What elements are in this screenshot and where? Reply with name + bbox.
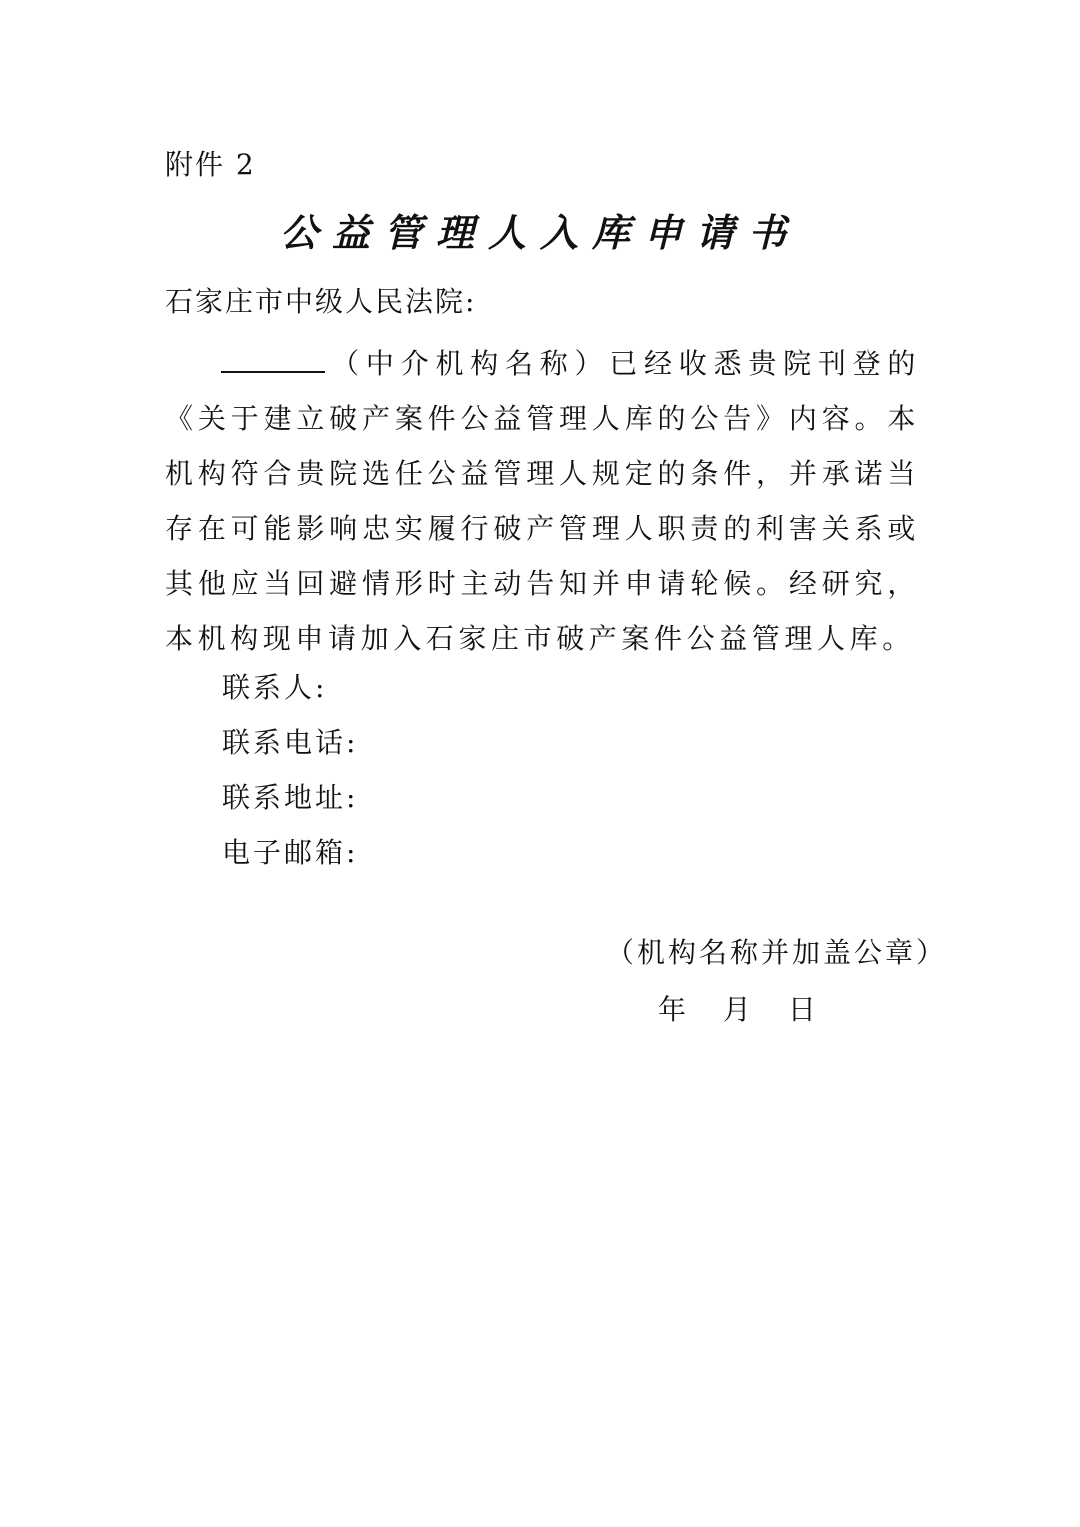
attachment-label: 附件 2 (165, 148, 256, 181)
date-year: 年 (658, 993, 687, 1026)
contact-section (222, 660, 358, 880)
contact-address-label: 联系地址: (222, 781, 359, 814)
email-label: 电子邮箱: (222, 836, 359, 869)
document-title: 公益管理人入库申请书 (279, 210, 800, 255)
agency-name-blank (221, 347, 325, 373)
addressee: 石家庄市中级人民法院: (165, 285, 477, 318)
body-text: （中介机构名称）已经收悉贵院刊登的《关于建立破产案件公益管理人库的公告》内容。本机构符合贵院选任公益管理人规定的条件，并承诺当存在可能影响忠实履行破产管理人职责的利害关系或其他应当回避情形时主动告知并申请轮候。经研究，本机构现申请加入石家庄市破产案件公益管理人库。 (165, 347, 920, 655)
date-line (658, 990, 844, 1030)
date-month: 月 (722, 993, 751, 1026)
body-paragraph (165, 336, 920, 666)
seal-note: （机构名称并加盖公章） (606, 936, 948, 969)
date-day: 日 (787, 993, 816, 1026)
contact-phone-label: 联系电话: (222, 726, 359, 759)
contact-person-label: 联系人: (222, 671, 328, 704)
